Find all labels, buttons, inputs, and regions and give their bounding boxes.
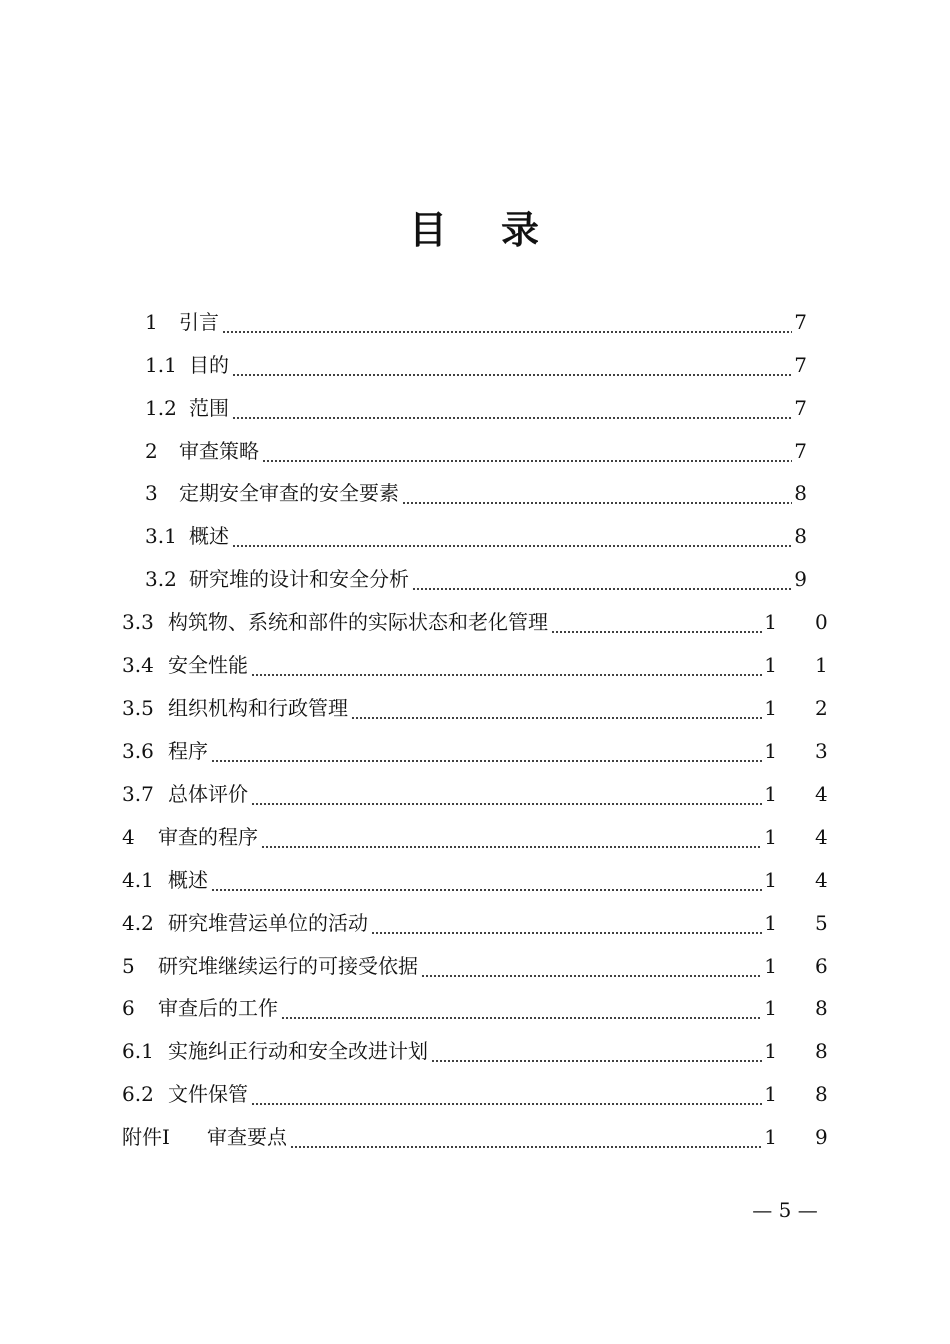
toc-page-digit-1: 1 xyxy=(764,696,777,720)
toc-text: 研究堆继续运行的可接受依据 xyxy=(158,954,418,978)
toc-number: 1.1 xyxy=(145,353,177,377)
toc-page-digit-2-wrap xyxy=(815,779,835,809)
toc-number: 4 xyxy=(122,825,135,849)
toc-page-digit-2: 5 xyxy=(815,911,828,935)
toc-page-digit-2-wrap xyxy=(815,865,835,895)
toc-text: 研究堆营运单位的活动 xyxy=(168,911,368,935)
dot-leader xyxy=(211,736,762,766)
toc-page-digit-2-wrap xyxy=(815,650,835,680)
toc-page-digit-2: 1 xyxy=(815,653,828,677)
toc-number: 1.2 xyxy=(145,396,177,420)
toc-text: 概述 xyxy=(189,524,229,548)
toc-text: 安全性能 xyxy=(168,653,248,677)
toc-page-digit-2: 0 xyxy=(815,610,828,634)
dot-leader xyxy=(371,908,762,938)
toc-number: 3.4 xyxy=(122,653,154,677)
toc-page-digit-2: 8 xyxy=(815,1039,828,1063)
toc-page-digit-1: 1 xyxy=(764,653,777,677)
toc-entry[interactable] xyxy=(122,1122,777,1152)
toc-text: 审查的程序 xyxy=(158,825,258,849)
dot-leader xyxy=(431,1036,762,1066)
toc-number: 3.3 xyxy=(122,610,154,634)
toc-page-digit-1: 1 xyxy=(764,954,777,978)
toc-entry[interactable] xyxy=(145,521,807,551)
dot-leader xyxy=(290,1122,762,1152)
toc-page-number: 7 xyxy=(794,439,807,463)
page-footer-number: — 5 — xyxy=(752,1198,818,1222)
toc-page-digit-1: 1 xyxy=(764,1125,777,1149)
toc-text: 构筑物、系统和部件的实际状态和老化管理 xyxy=(168,610,548,634)
toc-number: 2 xyxy=(145,439,158,463)
toc-number: 4.2 xyxy=(122,911,154,935)
toc-text: 审查策略 xyxy=(179,439,259,463)
toc-number: 3.1 xyxy=(145,524,177,548)
dot-leader xyxy=(351,693,762,723)
toc-page-digit-2: 8 xyxy=(815,1082,828,1106)
toc-entry[interactable] xyxy=(122,908,777,938)
toc-text: 程序 xyxy=(168,739,208,763)
page-title xyxy=(0,205,950,255)
toc-entry[interactable] xyxy=(122,993,777,1023)
toc-page-digit-2: 8 xyxy=(815,996,828,1020)
toc-page-digit-1: 1 xyxy=(764,996,777,1020)
toc-page-digit-2-wrap xyxy=(815,993,835,1023)
toc-entry[interactable] xyxy=(122,736,777,766)
toc-page-digit-1: 1 xyxy=(764,825,777,849)
toc-page-digit-2-wrap xyxy=(815,736,835,766)
toc-page-digit-2: 4 xyxy=(815,782,828,806)
toc-page-number: 8 xyxy=(794,524,807,548)
dot-leader xyxy=(232,350,792,380)
dot-leader xyxy=(232,393,792,423)
toc-entry[interactable] xyxy=(122,607,777,637)
toc-text: 定期安全审查的安全要素 xyxy=(179,481,399,505)
toc-page-number: 8 xyxy=(794,481,807,505)
toc-page-digit-1: 1 xyxy=(764,782,777,806)
toc-text: 研究堆的设计和安全分析 xyxy=(189,567,409,591)
toc-page-digit-2: 2 xyxy=(815,696,828,720)
toc-page-digit-1: 1 xyxy=(764,911,777,935)
toc-number: 6 xyxy=(122,996,135,1020)
toc-entry[interactable] xyxy=(122,1036,777,1066)
toc-page-digit-2-wrap xyxy=(815,822,835,852)
dot-leader xyxy=(402,478,792,508)
toc-text: 文件保管 xyxy=(168,1082,248,1106)
toc-number: 5 xyxy=(122,954,135,978)
dot-leader xyxy=(262,436,792,466)
dot-leader xyxy=(261,822,762,852)
toc-page-number: 7 xyxy=(794,353,807,377)
toc-entry[interactable] xyxy=(145,564,807,594)
toc-entry[interactable] xyxy=(122,1079,777,1109)
toc-page-digit-2: 4 xyxy=(815,868,828,892)
toc-entry[interactable] xyxy=(145,393,807,423)
toc-page-digit-1: 1 xyxy=(764,610,777,634)
toc-number: 3.5 xyxy=(122,696,154,720)
toc-text: 审查要点 xyxy=(207,1125,287,1149)
title-char-2: 录 xyxy=(501,208,542,252)
toc-page-number: 9 xyxy=(794,567,807,591)
toc-text: 组织机构和行政管理 xyxy=(168,696,348,720)
toc-entry[interactable] xyxy=(145,478,807,508)
toc-number: 4.1 xyxy=(122,868,154,892)
dot-leader xyxy=(211,865,762,895)
toc-number: 6.2 xyxy=(122,1082,154,1106)
toc-page-digit-1: 1 xyxy=(764,868,777,892)
dot-leader xyxy=(251,650,762,680)
toc-page-number: 7 xyxy=(794,396,807,420)
dot-leader xyxy=(222,307,792,337)
toc-text: 总体评价 xyxy=(168,782,248,806)
dot-leader xyxy=(281,993,762,1023)
toc-page-digit-2-wrap xyxy=(815,607,835,637)
toc-text: 实施纠正行动和安全改进计划 xyxy=(168,1039,428,1063)
toc-page-digit-1: 1 xyxy=(764,739,777,763)
toc-entry[interactable] xyxy=(145,436,807,466)
toc-number: 3.6 xyxy=(122,739,154,763)
toc-text: 引言 xyxy=(179,310,219,334)
toc-page-number: 7 xyxy=(794,310,807,334)
toc-text: 目的 xyxy=(189,353,229,377)
toc-entry[interactable] xyxy=(122,822,777,852)
dot-leader xyxy=(251,1079,762,1109)
toc-text: 范围 xyxy=(189,396,229,420)
dot-leader xyxy=(551,607,762,637)
dot-leader xyxy=(251,779,762,809)
toc-number: 1 xyxy=(145,310,158,334)
toc-number: 3.7 xyxy=(122,782,154,806)
toc-entry[interactable] xyxy=(122,865,777,895)
toc-entry[interactable] xyxy=(145,350,807,380)
toc-entry[interactable] xyxy=(122,650,777,680)
toc-page-digit-1: 1 xyxy=(764,1082,777,1106)
toc-page-digit-2-wrap xyxy=(815,1122,835,1152)
toc-page-digit-1: 1 xyxy=(764,1039,777,1063)
toc-page-digit-2: 9 xyxy=(815,1125,828,1149)
toc-entry[interactable] xyxy=(145,307,807,337)
toc-page-digit-2-wrap xyxy=(815,908,835,938)
toc-text: 概述 xyxy=(168,868,208,892)
toc-number: 6.1 xyxy=(122,1039,154,1063)
toc-page-digit-2-wrap xyxy=(815,1036,835,1066)
dot-leader xyxy=(412,564,792,594)
toc-page-digit-2: 6 xyxy=(815,954,828,978)
toc-number: 3 xyxy=(145,481,158,505)
dot-leader xyxy=(421,951,762,981)
toc-entry[interactable] xyxy=(122,779,777,809)
toc-entry[interactable] xyxy=(122,951,777,981)
dot-leader xyxy=(232,521,792,551)
toc-entry[interactable] xyxy=(122,693,777,723)
toc-number: 附件Ⅰ xyxy=(122,1125,170,1149)
title-char-1: 目 xyxy=(408,208,449,252)
toc-page-digit-2: 4 xyxy=(815,825,828,849)
toc-page-digit-2-wrap xyxy=(815,1079,835,1109)
toc-page-digit-2-wrap xyxy=(815,951,835,981)
toc-page-digit-2-wrap xyxy=(815,693,835,723)
toc-text: 审查后的工作 xyxy=(158,996,278,1020)
toc-page-digit-2: 3 xyxy=(815,739,828,763)
toc-number: 3.2 xyxy=(145,567,177,591)
